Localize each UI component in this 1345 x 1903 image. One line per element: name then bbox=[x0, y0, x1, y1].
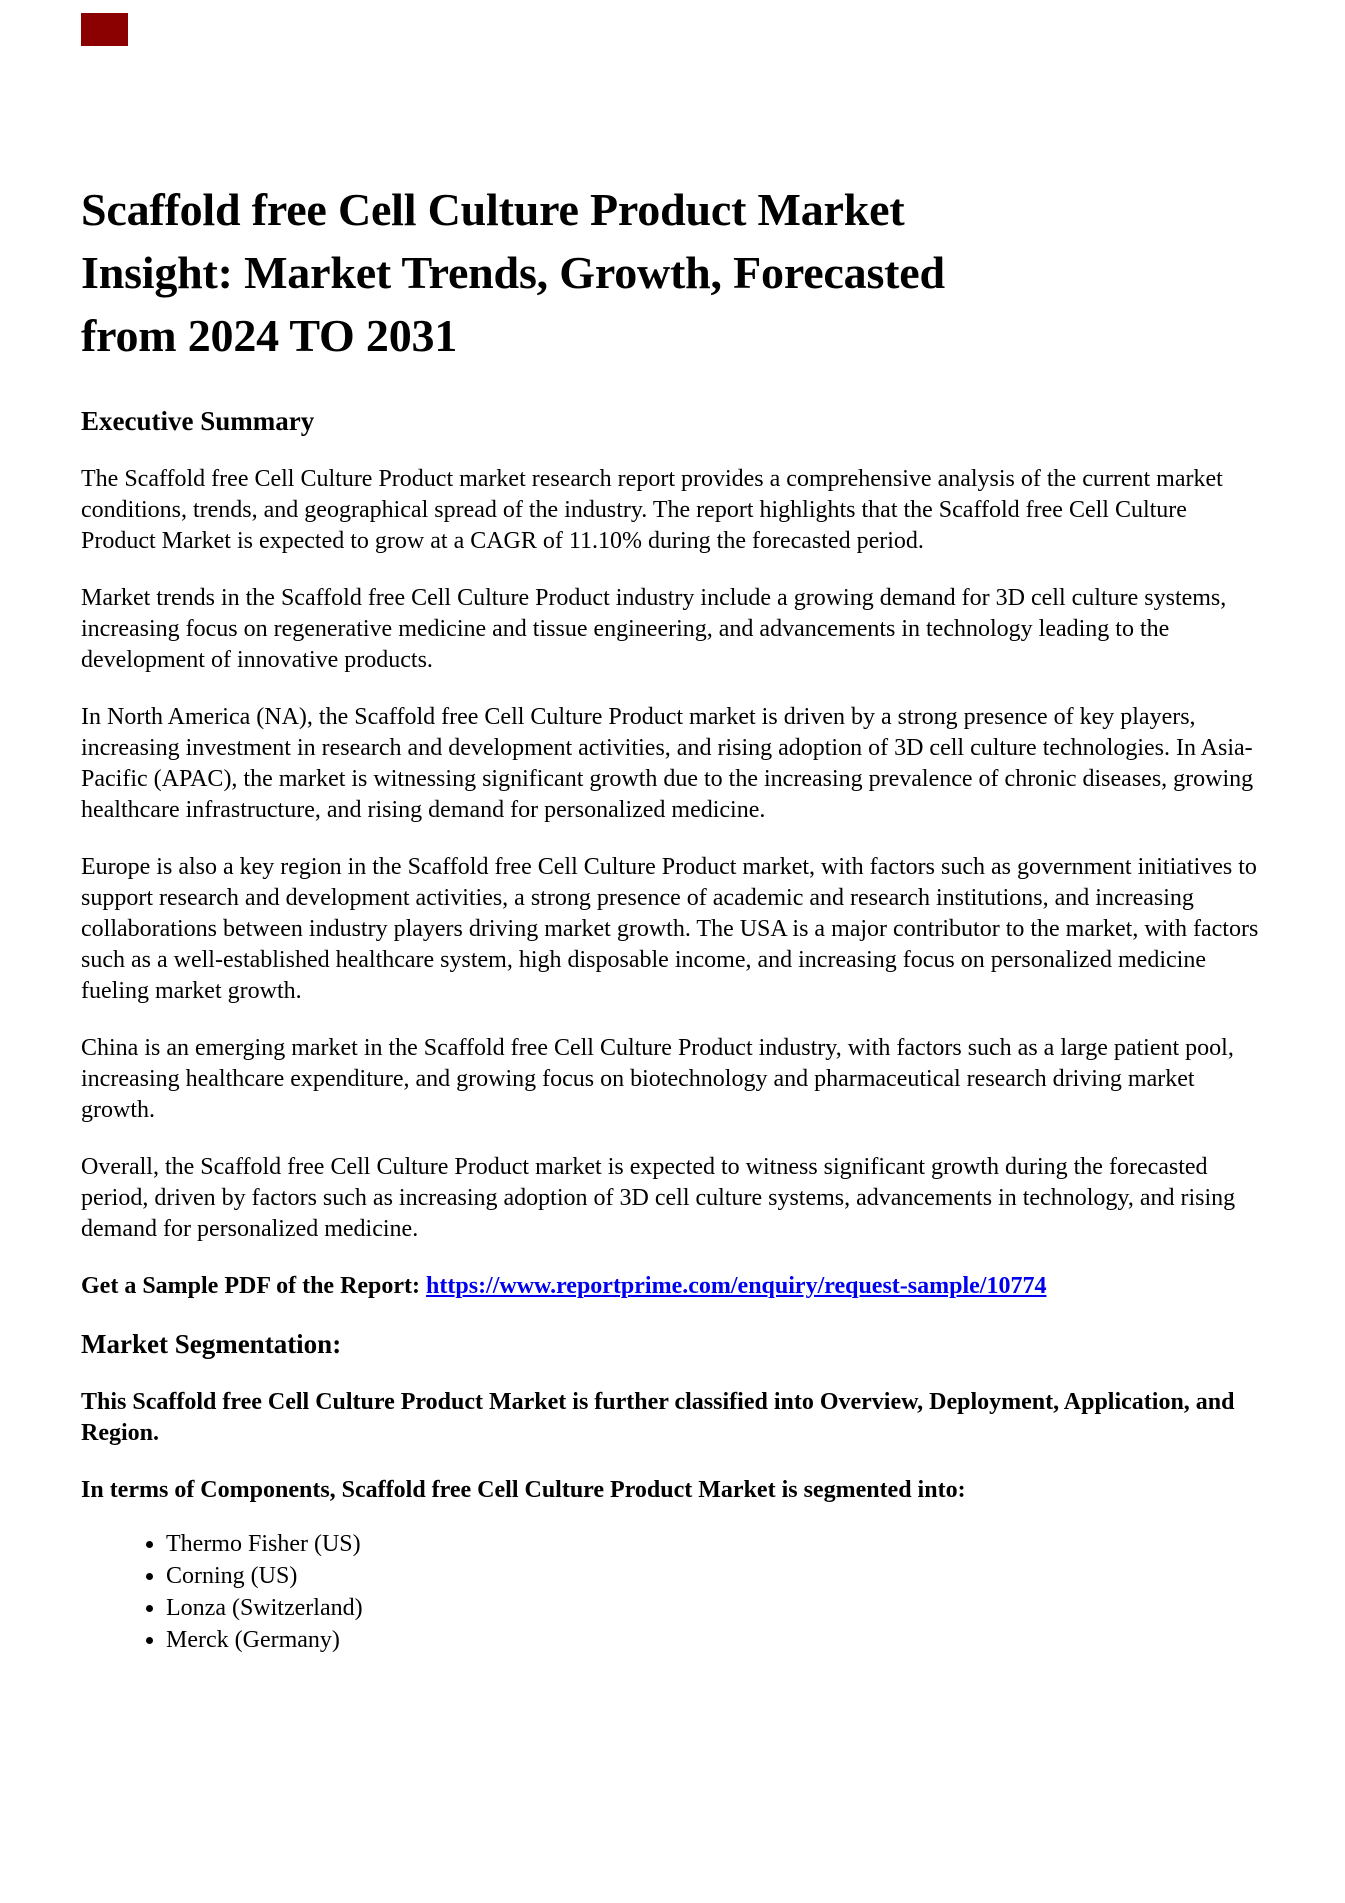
brand-mark bbox=[81, 13, 128, 46]
sample-pdf-label: Get a Sample PDF of the Report: bbox=[81, 1273, 427, 1299]
paragraph-north-america-apac: In North America (NA), the Scaffold free Cell Culture Product market is driven by a strong presence of key players, increasing investment in research and development activities, and rising adoption of 3D cell culture technologies. In Asia-Pacific (APAC), the market is witnessing significant growth due to the increasing prevalence of chronic diseases, growing healthcare infrastructure, and rising demand for personalized medicine. bbox=[81, 704, 1254, 823]
market-segmentation-heading: Market Segmentation: bbox=[81, 1329, 342, 1359]
sample-pdf-line bbox=[81, 1271, 1265, 1302]
executive-summary-heading: Executive Summary bbox=[81, 406, 315, 436]
components-list bbox=[81, 1528, 1265, 1656]
classification-note: This Scaffold free Cell Culture Product Market is further classified into Overview, Deployment, Application, and Region. bbox=[81, 1389, 1235, 1446]
paragraph-market-overview: The Scaffold free Cell Culture Product market research report provides a comprehensive analysis of the current market conditions, trends, and geographical spread of the industry. The report highlights that the Scaffold free Cell Culture Product Market is expected to grow at a CAGR of 11.10% during the forecasted period. bbox=[81, 466, 1223, 554]
sample-pdf-link[interactable]: https://www.reportprime.com/enquiry/request-sample/10774 bbox=[426, 1273, 1047, 1299]
page-title-line-3: from 2024 TO 2031 bbox=[81, 310, 458, 361]
page-title-line-2: Insight: Market Trends, Growth, Forecasted bbox=[81, 247, 945, 298]
list-item: • Thermo Fisher (US) bbox=[166, 1528, 1265, 1560]
paragraph-market-trends: Market trends in the Scaffold free Cell Culture Product industry include a growing demand for 3D cell culture systems, increasing focus on regenerative medicine and tissue engineering, and advancements in technology leading to the development of innovative products. bbox=[81, 585, 1227, 673]
page-title-line-1: Scaffold free Cell Culture Product Market bbox=[81, 184, 905, 235]
components-heading: In terms of Components, Scaffold free Cell Culture Product Market is segmented into: bbox=[81, 1477, 966, 1503]
paragraph-overall-outlook: Overall, the Scaffold free Cell Culture Product market is expected to witness significant growth during the forecasted period, driven by factors such as increasing adoption of 3D cell culture systems, advancements in technology, and rising demand for personalized medicine. bbox=[81, 1154, 1236, 1242]
list-item: • Lonza (Switzerland) bbox=[166, 1592, 1265, 1624]
list-item: • Corning (US) bbox=[166, 1560, 1265, 1592]
paragraph-china: China is an emerging market in the Scaffold free Cell Culture Product industry, with factors such as a large patient pool, increasing healthcare expenditure, and growing focus on biotechnology and pharmaceutical research driving market growth. bbox=[81, 1035, 1234, 1123]
list-item: • Merck (Germany) bbox=[166, 1624, 1265, 1656]
paragraph-europe-usa: Europe is also a key region in the Scaffold free Cell Culture Product market, with factors such as government initiatives to support research and development activities, a strong presence of academic and research institutions, and increasing collaborations between industry players driving market growth. The USA is a major contributor to the market, with factors such as a well-established healthcare system, high disposable income, and increasing focus on personalized medicine fueling market growth. bbox=[81, 854, 1259, 1004]
page-title bbox=[81, 178, 1265, 367]
